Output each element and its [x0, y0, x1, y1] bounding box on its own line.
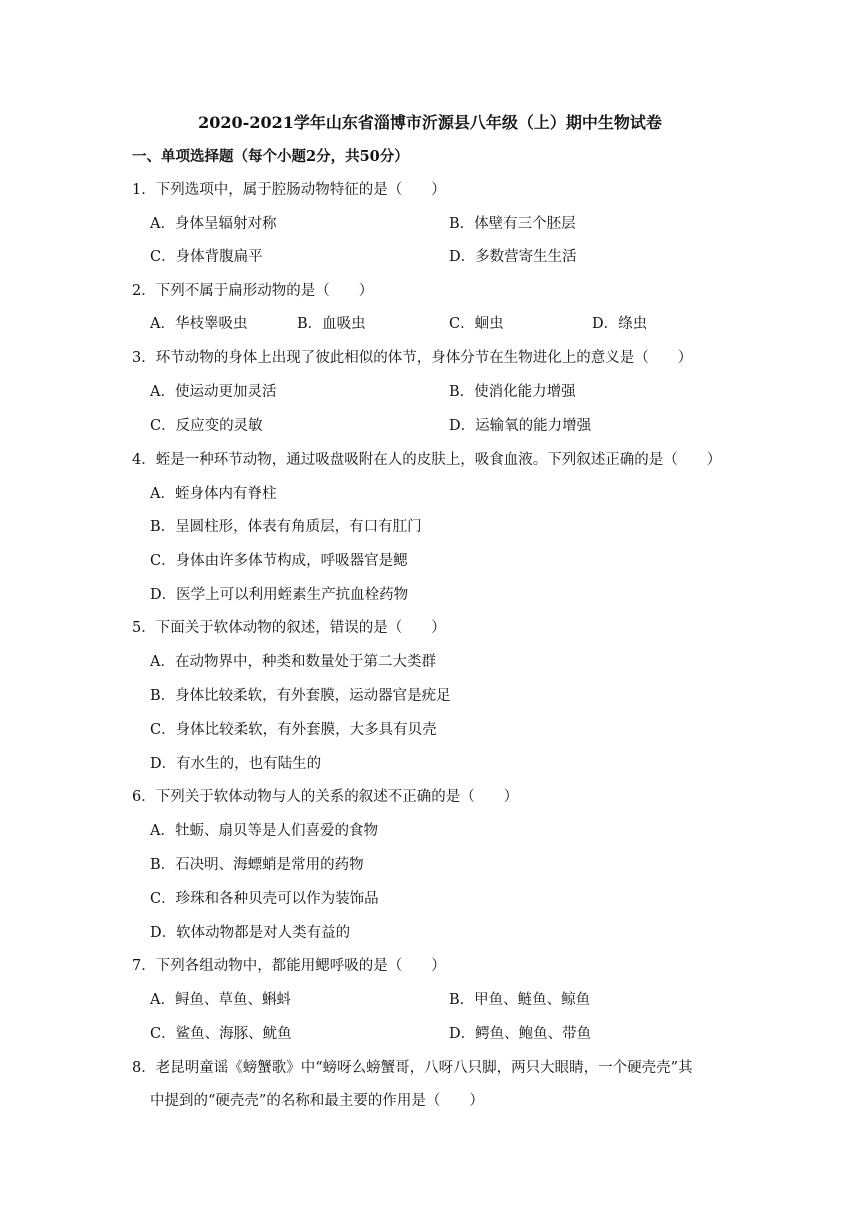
- question-8-stem: 8．老昆明童谣《螃蟹歌》中“螃呀么螃蟹哥，八呀八只脚，两只大眼睛，一个硬壳壳”其: [132, 1060, 693, 1076]
- question-7-option-b: B．甲鱼、鲢鱼、鲸鱼: [449, 992, 591, 1008]
- question-6-option-b: B．石决明、海螵蛸是常用的药物: [150, 857, 364, 873]
- question-7-stem: 7．下列各组动物中，都能用鳃呼吸的是（ ）: [132, 958, 446, 974]
- question-7-option-c: C．鲨鱼、海豚、鱿鱼: [150, 1026, 292, 1042]
- question-5-option-d: D．有水生的，也有陆生的: [150, 756, 322, 772]
- question-3-option-d: D．运输氧的能力增强: [449, 418, 592, 434]
- question-2-option-b: B．血吸虫: [297, 316, 366, 332]
- question-7-option-d: D．鳄鱼、鲍鱼、带鱼: [449, 1026, 592, 1042]
- question-5-option-a: A．在动物界中，种类和数量处于第二大类群: [150, 654, 436, 670]
- question-4-option-b: B．呈圆柱形，体表有角质层，有口有肛门: [150, 519, 422, 535]
- question-4-option-a: A．蛭身体内有脊柱: [150, 486, 277, 502]
- question-3-stem: 3．环节动物的身体上出现了彼此相似的体节，身体分节在生物进化上的意义是（ ）: [132, 350, 693, 366]
- question-3-option-b: B．使消化能力增强: [449, 384, 576, 400]
- question-5-option-c: C．身体比较柔软，有外套膜，大多具有贝壳: [150, 722, 437, 738]
- question-1-option-a: A．身体呈辐射对称: [150, 216, 277, 232]
- question-3-option-c: C．反应变的灵敏: [150, 418, 263, 434]
- question-2-option-a: A．华枝睾吸虫: [150, 316, 248, 332]
- question-4-stem: 4．蛭是一种环节动物，通过吸盘吸附在人的皮肤上，吸食血液。下列叙述正确的是（ ）: [132, 452, 722, 468]
- question-4-option-c: C．身体由许多体节构成，呼吸器官是鳃: [150, 553, 408, 569]
- question-1-option-d: D．多数营寄生生活: [449, 249, 577, 265]
- question-6-option-a: A．牡蛎、扇贝等是人们喜爱的食物: [150, 823, 378, 839]
- section-header: 一、单项选择题（每个小题2分，共50分）: [132, 148, 409, 165]
- question-2-stem: 2．下列不属于扁形动物的是（ ）: [132, 283, 374, 299]
- page-title: 2020-2021学年山东省淄博市沂源县八年级（上）期中生物试卷: [198, 113, 662, 132]
- question-2-option-c: C．蛔虫: [449, 316, 504, 332]
- question-1-stem: 1．下列选项中，属于腔肠动物特征的是（ ）: [132, 182, 446, 198]
- question-6-option-d: D．软体动物都是对人类有益的: [150, 925, 351, 941]
- question-1-option-c: C．身体背腹扁平: [150, 249, 263, 265]
- question-1-option-b: B．体壁有三个胚层: [449, 216, 576, 232]
- question-4-option-d: D．医学上可以利用蛭素生产抗血栓药物: [150, 587, 409, 603]
- question-6-option-c: C．珍珠和各种贝壳可以作为装饰品: [150, 891, 379, 907]
- question-7-option-a: A．鲟鱼、草鱼、蝌蚪: [150, 992, 291, 1008]
- question-3-option-a: A．使运动更加灵活: [150, 384, 277, 400]
- question-5-option-b: B．身体比较柔软，有外套膜，运动器官是疣足: [150, 688, 451, 704]
- question-5-stem: 5．下面关于软体动物的叙述，错误的是（ ）: [132, 620, 446, 636]
- question-2-option-d: D．绦虫: [592, 316, 648, 332]
- question-6-stem: 6．下列关于软体动物与人的关系的叙述不正确的是（ ）: [132, 789, 519, 805]
- question-8-stem-continued: 中提到的“硬壳壳”的名称和最主要的作用是（ ）: [150, 1093, 484, 1109]
